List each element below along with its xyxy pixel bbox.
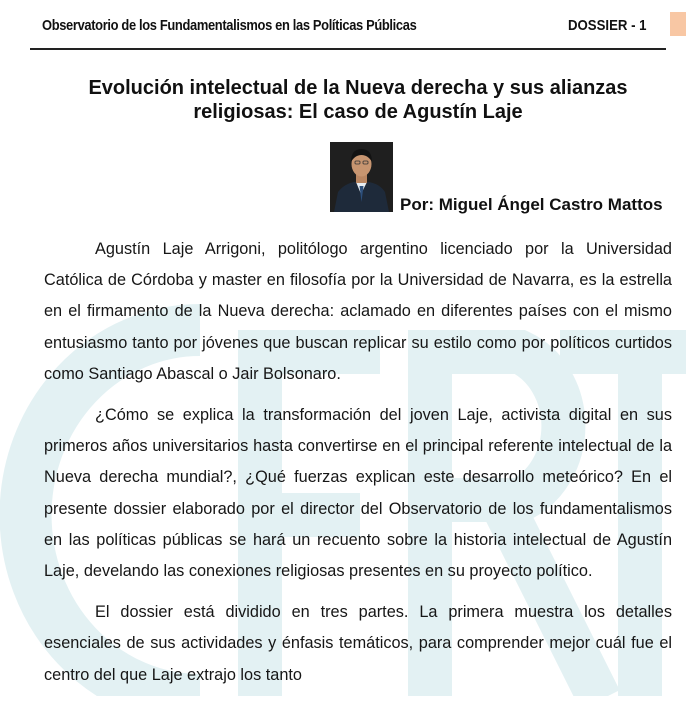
page-header — [0, 0, 686, 52]
author-byline: Por: Miguel Ángel Castro Mattos — [400, 195, 663, 214]
body-paragraph-1: Agustín Laje Arrigoni, politólogo argentino licenciado por la Universidad Católica de Córdoba y master en filosofía por la Universidad de Navarra, es la estrella en el firmamento de la Nueva derecha: aclamado en diferentes países con el mismo entusiasmo tanto por jóvenes que buscan replicar su estilo como por políticos curtidos como Santiago Abascal o Jair Bolsonaro. — [44, 240, 672, 383]
header-divider — [30, 48, 666, 50]
header-title: Observatorio de los Fundamentalismos en las Políticas Públicas — [42, 17, 417, 34]
article-body — [44, 234, 672, 701]
author-photo — [330, 142, 393, 212]
author-portrait-icon — [330, 142, 393, 212]
page-tab-marker — [670, 12, 686, 36]
body-paragraph-2: ¿Cómo se explica la transformación del joven Laje, activista digital en sus primeros años universitarios hasta convertirse en el principal referente intelectual de la Nueva derecha mundial?, ¿Qué fuerzas explican este desarrollo meteórico? En el presente dossier elaborado por el director del Observatorio de los fundamentalismos en las políticas públicas se hará un recuento sobre la historia intelectual de Agustín Laje, develando las conexiones religiosas presentes en su proyecto político. — [44, 406, 672, 581]
dossier-page-label: DOSSIER - 1 — [568, 17, 647, 34]
body-paragraph-3: El dossier está dividido en tres partes. La primera muestra los detalles esenciales de sus actividades y énfasis temáticos, para comprender mejor cuál fue el centro del que Laje extrajo los tanto — [44, 603, 672, 684]
article-title: Evolución intelectual de la Nueva derecha y sus alianzas religiosas: El caso de Agustín Laje — [88, 77, 628, 123]
